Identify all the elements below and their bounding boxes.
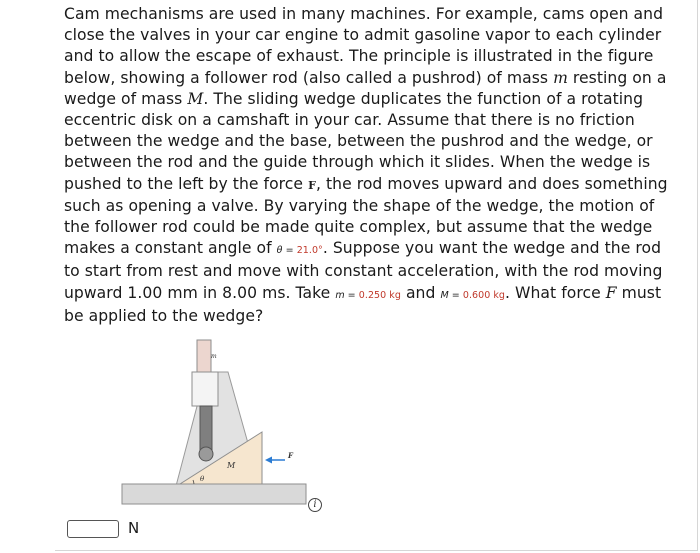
follower-rod: [197, 340, 211, 376]
mass-m-symbol: m: [553, 68, 568, 87]
force-F-symbol: F: [605, 283, 617, 302]
angle-label: θ: [200, 475, 205, 483]
guide-block: [192, 372, 218, 406]
mass-M-symbol: M: [187, 89, 204, 108]
force-arrowhead: [265, 457, 272, 464]
info-icon[interactable]: i: [308, 498, 322, 512]
rod-mass-label: m: [211, 353, 217, 360]
theta-value: θ = 21.0°: [276, 245, 323, 257]
follower-roller: [199, 447, 213, 461]
force-arrow-label: F: [288, 451, 293, 460]
wedge-mass-label: M: [227, 461, 236, 470]
M-value: M = 0.600 kg: [440, 289, 506, 301]
m-value: m = 0.250 kg: [335, 289, 401, 301]
answer-input[interactable]: [67, 520, 119, 538]
cam-wedge-figure: [120, 336, 340, 516]
base-plate: [122, 484, 306, 504]
force-vector-symbol: F: [308, 178, 316, 192]
answer-unit: N: [128, 519, 140, 537]
problem-text: Cam mechanisms are used in many machines. For example, cams open and close the valves in your car engine to admit gasoline vapor to each cylinder and to allow the escape of exhaust. The principle is illustrated in the figure below, showing a follower rod (also called a pushrod) of mass m resting on a wedge of mass M. The sliding wedge duplicates the function of a rotating eccentric disk on a camshaft in your car. Assume that there is no friction between the wedge and the base, between the pushrod and the wedge, or between the rod and the guide through which it slides. When the wedge is pushed to the left by the force F, the rod moves upward and does something such as opening a valve. By varying the shape of the wedge, the motion of the follower rod could be made quite complex, but assume that the wedge makes a constant angle of θ = 21.0°. Suppose you want the wedge and the rod to start from rest and move with constant acceleration, with the rod moving upward 1.00 mm in 8.00 ms. Take m = 0.250 kg and M = 0.600 kg. What force F must be applied to the wedge?: [64, 5, 668, 325]
follower-rod-lower: [200, 406, 212, 450]
